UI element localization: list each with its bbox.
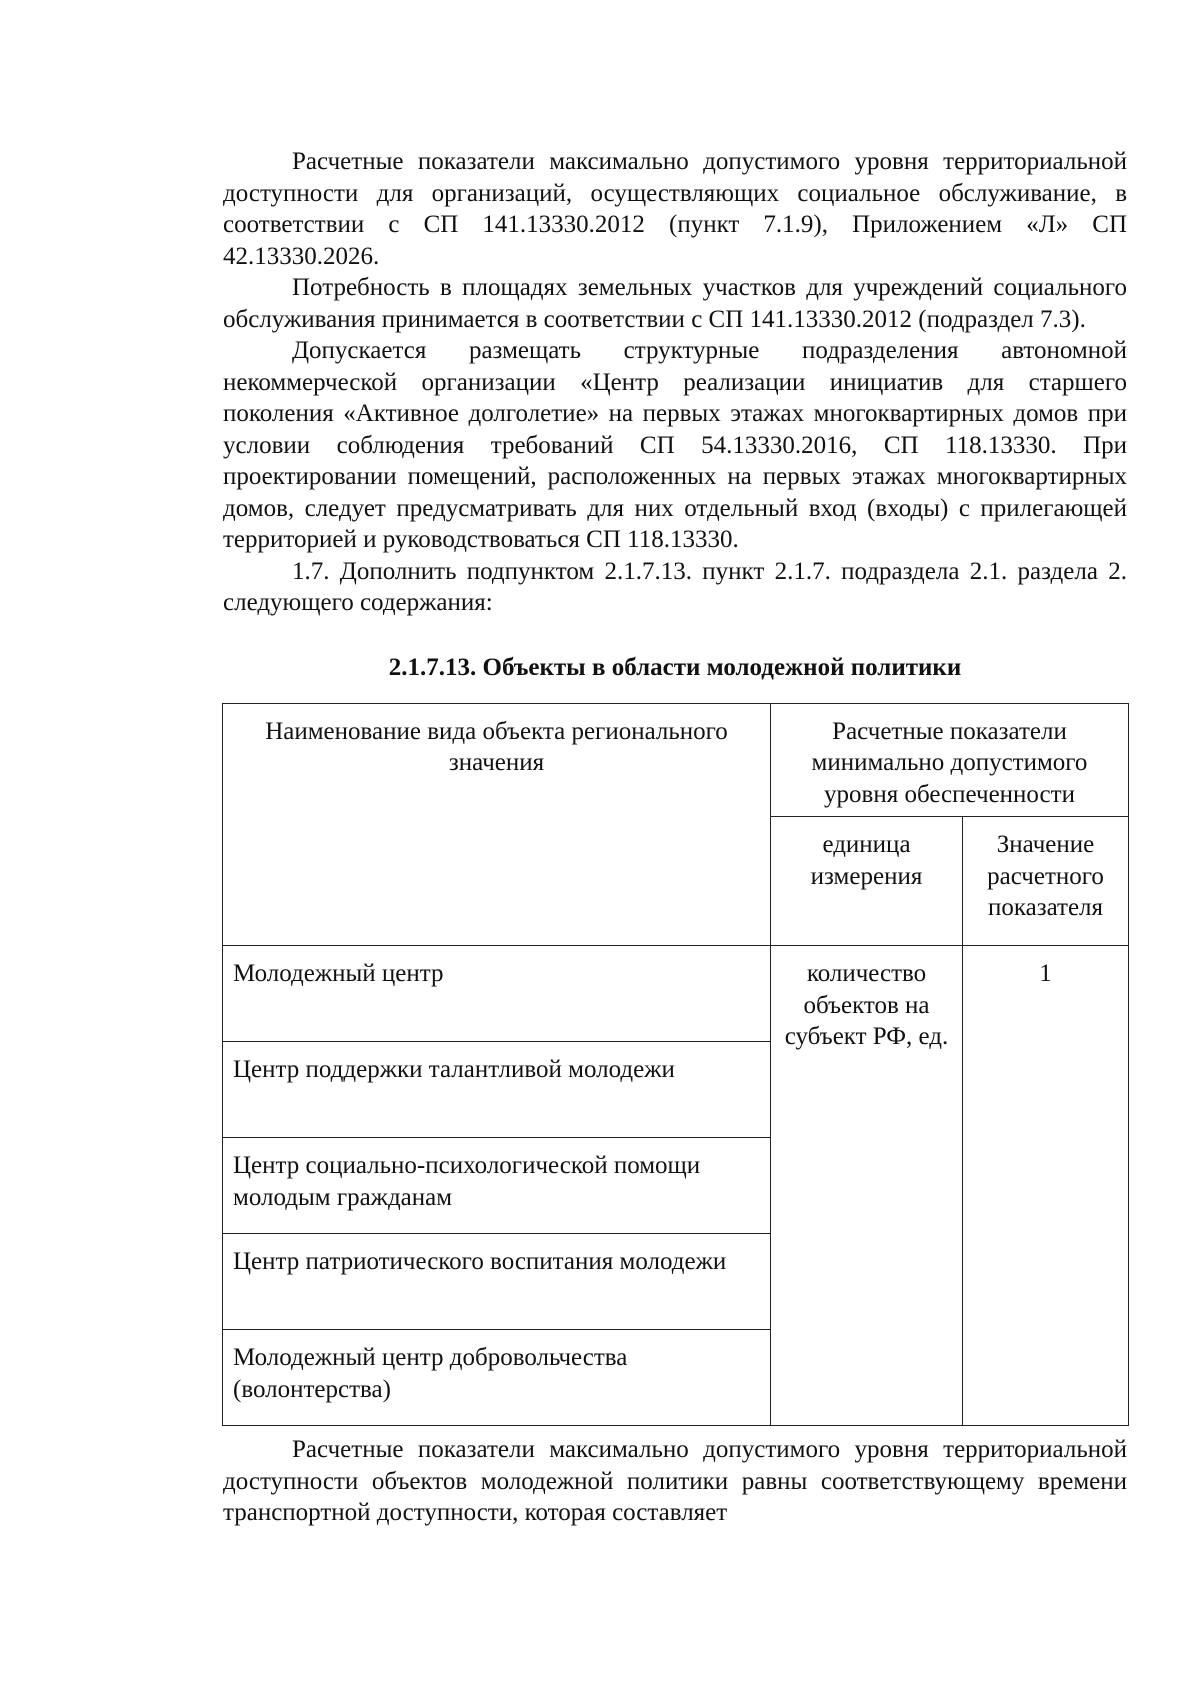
header-indicators: Расчетные показатели минимально допустимого уровня обеспеченности — [771, 703, 1129, 817]
row-name-talent-center: Центр поддержки талантливой молодежи — [223, 1042, 771, 1138]
paragraph-active-longevity: Допускается размещать структурные подразделения автономной некоммерческой организации «Центр реализации инициатив для старшего поколения «Активное долголетие» на первых этажах многоквартирных домов при условии соблюдения требований СП 54.13330.2016, СП 118.13330. При проектировании помещений, расположенных на первых этажах многоквартирных домов, следует предусматривать для них отдельный вход (входы) с прилегающей территорией и руководствоваться СП 118.13330. — [223, 337, 1127, 553]
table-header-row-1 — [223, 703, 1129, 817]
value-cell: 1 — [963, 946, 1129, 1426]
paragraph-social-accessibility: Расчетные показатели максимально допустимого уровня территориальной доступности для организаций, осуществляющих социальное обслуживание, в соответствии с СП 141.13330.2012 (пункт 7.1.9), Приложением «Л» СП 42.13330.2026. — [223, 148, 1127, 270]
header-unit: единица измерения — [771, 817, 963, 946]
table-row — [223, 946, 1129, 1042]
row-name-patriotic-center: Центр патриотического воспитания молодежи — [223, 1234, 771, 1330]
paragraph-after-table: Расчетные показатели максимально допустимого уровня территориальной доступности объектов молодежной политики равны соответствующему времени транспортной доступности, которая составляет — [223, 1436, 1127, 1526]
row-name-psych-help-center: Центр социально-психологической помощи молодым гражданам — [223, 1138, 771, 1234]
unit-cell: количество объектов на субъект РФ, ед. — [771, 946, 963, 1426]
row-name-youth-center: Молодежный центр — [223, 946, 771, 1042]
document-page — [223, 146, 1127, 1529]
paragraph-land-plots: Потребность в площадях земельных участков для учреждений социального обслуживания принимается в соответствии с СП 141.13330.2012 (подраздел 7.3). — [223, 274, 1127, 333]
section-title: 2.1.7.13. Объекты в области молодежной политики — [388, 653, 962, 681]
header-value: Значение расчетного показателя — [963, 817, 1129, 946]
paragraph-amendment-1-7: 1.7. Дополнить подпунктом 2.1.7.13. пункт 2.1.7. подраздела 2.1. раздела 2. следующего содержания: — [223, 557, 1127, 616]
youth-policy-norms-table — [222, 703, 1129, 1427]
header-object-name: Наименование вида объекта регионального значения — [223, 703, 771, 946]
row-name-volunteer-center: Молодежный центр добровольчества (волонтерства) — [223, 1330, 771, 1426]
